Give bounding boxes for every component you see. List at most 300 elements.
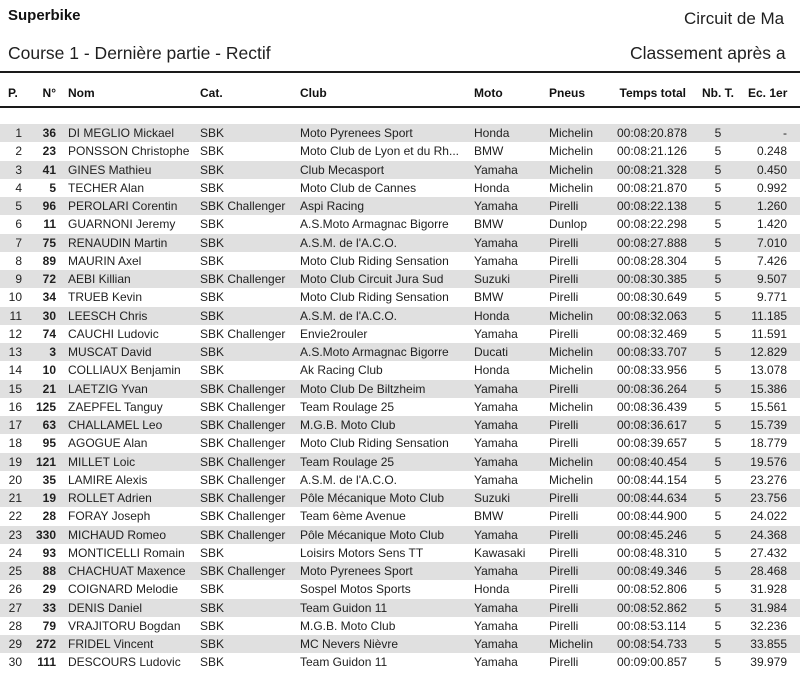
cell-gap: 39.979: [750, 655, 787, 670]
cell-pos: 29: [0, 635, 30, 653]
cell-num: 72: [30, 270, 56, 288]
cell-moto: Yamaha: [474, 635, 549, 653]
cell-name: FORAY Joseph: [68, 509, 151, 524]
cell-tyres: Pirelli: [549, 436, 579, 451]
column-header-laps: Nb. T.: [688, 71, 748, 108]
cell-time: 00:08:30.385: [617, 270, 688, 288]
cell-name: PONSSON Christophe: [68, 144, 190, 159]
column-header-pos: P.: [0, 71, 30, 108]
table-row: [0, 343, 800, 361]
cell-cat: SBK Challenger: [200, 526, 300, 544]
cell-tyres: Michelin: [549, 453, 617, 471]
cell-time: 00:08:52.862: [617, 599, 688, 617]
cell-time: 00:08:49.346: [617, 562, 688, 580]
cell-club: Moto Club De Biltzheim: [300, 380, 474, 398]
cell-pos: 7: [0, 234, 30, 252]
cell-tyres: Pirelli: [549, 416, 617, 434]
cell-pos: 26: [8, 582, 22, 597]
cell-club: Pôle Mécanique Moto Club: [300, 489, 474, 507]
cell-pos: 23: [0, 526, 30, 544]
cell-time: 00:08:45.246: [617, 526, 688, 544]
cell-moto: Honda: [474, 180, 510, 195]
cell-name: COIGNARD Melodie: [68, 582, 179, 597]
cell-pos: 19: [0, 453, 30, 471]
table-row: [0, 142, 800, 160]
cell-tyres: Pirelli: [549, 618, 579, 633]
cell-laps: 5: [714, 363, 722, 378]
table-row: [0, 489, 800, 507]
cell-cat: SBK: [200, 599, 300, 617]
cell-laps: 5: [688, 270, 748, 288]
cell-moto: Yamaha: [474, 472, 518, 487]
cell-time: 00:08:44.634: [617, 489, 688, 507]
cell-name: CHALLAMEL Leo: [56, 416, 200, 434]
cell-num: 35: [42, 472, 56, 487]
cell-club: Moto Pyrenees Sport: [300, 562, 474, 580]
table-row: [0, 234, 800, 252]
cell-num: 121: [30, 453, 56, 471]
cell-num: 41: [30, 161, 56, 179]
cell-gap: 0.248: [756, 144, 787, 159]
cell-pos: 28: [8, 618, 22, 633]
cell-num: 23: [42, 144, 56, 159]
cell-num: 10: [42, 363, 56, 378]
cell-moto: Honda: [474, 582, 510, 597]
cell-club: Pôle Mécanique Moto Club: [300, 526, 474, 544]
cell-num: 5: [49, 180, 56, 195]
cell-pos: 1: [0, 124, 30, 142]
cell-pos: 13: [0, 343, 30, 361]
cell-cat: SBK: [200, 144, 225, 159]
table-row: [0, 617, 800, 635]
cell-gap: 11.185: [748, 307, 800, 325]
cell-num: 30: [30, 307, 56, 325]
cell-gap: 12.829: [748, 343, 800, 361]
cell-cat: SBK: [200, 290, 225, 305]
cell-tyres: Pirelli: [549, 509, 579, 524]
cell-num: 79: [42, 618, 56, 633]
cell-club: Loisirs Motors Sens TT: [300, 545, 424, 560]
cell-gap: -: [748, 124, 800, 142]
cell-club: A.S.M. de l'A.C.O.: [300, 472, 397, 487]
cell-pos: 15: [0, 380, 30, 398]
cell-moto: Yamaha: [474, 234, 549, 252]
column-header-club: Club: [300, 71, 474, 108]
cell-club: A.S.Moto Armagnac Bigorre: [300, 217, 449, 232]
cell-club: M.G.B. Moto Club: [300, 416, 474, 434]
cell-club: Moto Club Riding Sensation: [300, 436, 449, 451]
cell-num: 63: [30, 416, 56, 434]
cell-tyres: Michelin: [549, 144, 594, 159]
column-header-moto: Moto: [474, 71, 549, 108]
cell-club: Club Mecasport: [300, 161, 474, 179]
table-row: [0, 471, 800, 489]
cell-cat: SBK: [200, 124, 300, 142]
cell-laps: 5: [688, 380, 748, 398]
cell-laps: 5: [714, 399, 722, 414]
cell-time: 00:08:33.707: [617, 343, 688, 361]
cell-moto: Yamaha: [474, 326, 518, 341]
cell-pos: 30: [8, 655, 22, 670]
cell-laps: 5: [714, 253, 722, 268]
cell-pos: 25: [0, 562, 30, 580]
cell-time: 00:08:36.439: [617, 399, 688, 414]
cell-moto: Yamaha: [474, 526, 549, 544]
cell-laps: 5: [714, 217, 722, 232]
cell-tyres: Pirelli: [549, 234, 617, 252]
cell-time: 00:08:40.454: [617, 453, 688, 471]
cell-tyres: Pirelli: [549, 326, 579, 341]
cell-cat: SBK Challenger: [200, 270, 300, 288]
cell-moto: Yamaha: [474, 399, 518, 414]
cell-num: 19: [30, 489, 56, 507]
cell-moto: Suzuki: [474, 489, 549, 507]
cell-gap: 9.507: [748, 270, 800, 288]
cell-pos: 14: [8, 363, 22, 378]
column-header-name: Nom: [56, 71, 200, 108]
cell-num: 89: [42, 253, 56, 268]
cell-moto: Honda: [474, 307, 549, 325]
cell-num: 29: [42, 582, 56, 597]
cell-name: ROLLET Adrien: [56, 489, 200, 507]
cell-num: 11: [43, 217, 56, 232]
cell-num: 75: [30, 234, 56, 252]
cell-gap: 15.561: [750, 399, 787, 414]
cell-cat: SBK Challenger: [200, 326, 286, 341]
cell-name: MILLET Loic: [56, 453, 200, 471]
cell-gap: 0.450: [748, 161, 800, 179]
cell-club: Team Roulage 25: [300, 453, 474, 471]
cell-gap: 31.928: [750, 582, 787, 597]
results-table: [0, 71, 800, 672]
table-row: [0, 635, 800, 653]
table-row: [0, 252, 800, 270]
cell-tyres: Michelin: [549, 363, 594, 378]
cell-laps: 5: [688, 489, 748, 507]
cell-moto: Yamaha: [474, 655, 518, 670]
cell-time: 00:09:00.857: [617, 655, 688, 670]
cell-num: 3: [30, 343, 56, 361]
cell-time: 00:08:44.154: [617, 472, 688, 487]
cell-tyres: Michelin: [549, 399, 594, 414]
table-row: [0, 544, 800, 562]
cell-time: 00:08:30.649: [617, 290, 688, 305]
cell-club: Moto Pyrenees Sport: [300, 124, 474, 142]
cell-name: DESCOURS Ludovic: [68, 655, 181, 670]
cell-club: Moto Club de Cannes: [300, 180, 417, 195]
cell-gap: 7.426: [756, 253, 787, 268]
cell-pos: 20: [8, 472, 22, 487]
cell-cat: SBK: [200, 545, 225, 560]
cell-laps: 5: [688, 635, 748, 653]
cell-tyres: Pirelli: [549, 197, 617, 215]
cell-laps: 5: [688, 343, 748, 361]
cell-moto: Yamaha: [474, 197, 549, 215]
cell-num: 93: [42, 545, 56, 560]
cell-cat: SBK: [200, 234, 300, 252]
cell-num: 95: [42, 436, 56, 451]
cell-moto: Yamaha: [474, 380, 549, 398]
cell-gap: 11.591: [751, 326, 787, 341]
cell-cat: SBK Challenger: [200, 380, 300, 398]
column-header-cat: Cat.: [200, 71, 300, 108]
column-header-time: Temps total: [617, 71, 688, 108]
table-row: [0, 599, 800, 617]
cell-moto: Yamaha: [474, 416, 549, 434]
cell-cat: SBK: [200, 217, 225, 232]
cell-name: DENIS Daniel: [56, 599, 200, 617]
cell-time: 00:08:52.806: [617, 582, 688, 597]
cell-time: 00:08:21.870: [617, 180, 688, 195]
cell-moto: Yamaha: [474, 562, 549, 580]
cell-moto: BMW: [474, 144, 504, 159]
cell-gap: 24.022: [750, 509, 787, 524]
cell-cat: SBK: [200, 363, 225, 378]
table-row: [0, 434, 800, 452]
cell-laps: 5: [688, 453, 748, 471]
cell-time: 00:08:20.878: [617, 124, 688, 142]
cell-laps: 5: [714, 326, 722, 341]
cell-club: Envie2rouler: [300, 326, 368, 341]
column-header-gap: Ec. 1er: [748, 71, 800, 108]
cell-name: TECHER Alan: [68, 180, 145, 195]
table-row: [0, 197, 800, 215]
cell-tyres: Michelin: [549, 635, 617, 653]
cell-name: AGOGUE Alan: [68, 436, 148, 451]
cell-laps: 5: [688, 526, 748, 544]
cell-pos: 3: [0, 161, 30, 179]
cell-tyres: Michelin: [549, 124, 617, 142]
cell-pos: 16: [8, 399, 22, 414]
cell-pos: 27: [0, 599, 30, 617]
cell-num: 96: [30, 197, 56, 215]
circuit-title: Circuit de Ma: [684, 9, 785, 28]
table-row: [0, 416, 800, 434]
cell-name: GINES Mathieu: [56, 161, 200, 179]
cell-time: 00:08:28.304: [617, 253, 688, 268]
cell-club: Team Guidon 11: [300, 599, 474, 617]
cell-tyres: Pirelli: [549, 599, 617, 617]
cell-cat: SBK: [200, 582, 225, 597]
header-gap-cell: [0, 108, 800, 124]
cell-club: Aspi Racing: [300, 197, 474, 215]
cell-name: RENAUDIN Martin: [56, 234, 200, 252]
cell-pos: 22: [8, 509, 22, 524]
cell-laps: 5: [688, 599, 748, 617]
cell-tyres: Michelin: [549, 307, 617, 325]
cell-pos: 11: [0, 307, 30, 325]
cell-gap: 1.260: [748, 197, 800, 215]
cell-name: COLLIAUX Benjamin: [68, 363, 181, 378]
cell-gap: 7.010: [748, 234, 800, 252]
cell-club: Moto Club Riding Sensation: [300, 290, 449, 305]
cell-gap: 9.771: [756, 290, 787, 305]
cell-cat: SBK: [200, 655, 225, 670]
table-row: [0, 526, 800, 544]
table-row: [0, 562, 800, 580]
cell-num: 88: [30, 562, 56, 580]
table-row: [0, 453, 800, 471]
cell-cat: SBK: [200, 635, 300, 653]
cell-club: A.S.M. de l'A.C.O.: [300, 307, 474, 325]
cell-gap: 23.756: [748, 489, 800, 507]
cell-pos: 4: [15, 180, 22, 195]
cell-time: 00:08:21.126: [617, 144, 688, 159]
cell-moto: Honda: [474, 363, 510, 378]
table-row: [0, 270, 800, 288]
cell-cat: SBK: [200, 180, 225, 195]
cell-num: 28: [42, 509, 56, 524]
table-row: [0, 124, 800, 142]
cell-pos: 12: [8, 326, 22, 341]
cell-pos: 24: [8, 545, 22, 560]
cell-name: LAMIRE Alexis: [68, 472, 148, 487]
cell-time: 00:08:44.900: [617, 509, 688, 524]
cell-laps: 5: [714, 180, 722, 195]
cell-cat: SBK Challenger: [200, 472, 286, 487]
cell-name: FRIDEL Vincent: [56, 635, 200, 653]
cell-moto: Suzuki: [474, 270, 549, 288]
cell-cat: SBK Challenger: [200, 197, 300, 215]
cell-moto: Yamaha: [474, 599, 549, 617]
cell-cat: SBK Challenger: [200, 399, 286, 414]
table-row: [0, 653, 800, 671]
cell-gap: 31.984: [748, 599, 800, 617]
cell-gap: 24.368: [748, 526, 800, 544]
table-row: [0, 215, 800, 233]
header-row: [0, 71, 800, 108]
cell-time: 00:08:54.733: [617, 635, 688, 653]
cell-name: LEESCH Chris: [56, 307, 200, 325]
cell-num: 33: [30, 599, 56, 617]
cell-name: MONTICELLI Romain: [68, 545, 185, 560]
cell-tyres: Michelin: [549, 180, 594, 195]
cell-pos: 5: [0, 197, 30, 215]
cell-laps: 5: [714, 509, 722, 524]
cell-laps: 5: [714, 582, 722, 597]
results-table-body: [0, 108, 800, 672]
cell-club: Ak Racing Club: [300, 363, 383, 378]
cell-moto: Yamaha: [474, 436, 518, 451]
cell-gap: 27.432: [750, 545, 787, 560]
cell-tyres: Pirelli: [549, 253, 579, 268]
cell-gap: 32.236: [750, 618, 787, 633]
cell-moto: Honda: [474, 124, 549, 142]
cell-cat: SBK Challenger: [200, 453, 300, 471]
header-gap-row: [0, 108, 800, 124]
cell-cat: SBK: [200, 253, 225, 268]
cell-name: AEBI Killian: [56, 270, 200, 288]
cell-moto: BMW: [474, 290, 504, 305]
cell-time: 00:08:22.138: [617, 197, 688, 215]
document-header: [0, 0, 800, 71]
cell-time: 00:08:33.956: [617, 363, 688, 378]
cell-moto: BMW: [474, 509, 504, 524]
cell-tyres: Pirelli: [549, 270, 617, 288]
cell-gap: 28.468: [748, 562, 800, 580]
cell-tyres: Pirelli: [549, 290, 579, 305]
cell-num: 125: [35, 399, 56, 414]
cell-name: LAETZIG Yvan: [56, 380, 200, 398]
cell-gap: 18.779: [750, 436, 787, 451]
cell-laps: 5: [714, 144, 722, 159]
cell-gap: 13.078: [750, 363, 787, 378]
table-row: [0, 288, 800, 306]
cell-club: Sospel Motos Sports: [300, 582, 411, 597]
cell-club: Team Guidon 11: [300, 655, 388, 670]
cell-club: M.G.B. Moto Club: [300, 618, 396, 633]
column-header-tyres: Pneus: [549, 71, 617, 108]
table-row: [0, 161, 800, 179]
cell-num: 34: [42, 290, 56, 305]
cell-time: 00:08:53.114: [617, 618, 687, 633]
table-row: [0, 361, 800, 379]
cell-time: 00:08:21.328: [617, 161, 688, 179]
cell-laps: 5: [688, 562, 748, 580]
cell-gap: 0.992: [756, 180, 787, 195]
cell-time: 00:08:22.298: [617, 217, 688, 232]
cell-time: 00:08:36.264: [617, 380, 688, 398]
cell-name: MICHAUD Romeo: [56, 526, 200, 544]
cell-name: DI MEGLIO Mickael: [56, 124, 200, 142]
cell-cat: SBK Challenger: [200, 416, 300, 434]
cell-cat: SBK Challenger: [200, 562, 300, 580]
cell-time: 00:08:32.469: [617, 326, 688, 341]
table-row: [0, 179, 800, 197]
category-title: Superbike: [8, 7, 81, 24]
cell-pos: 21: [0, 489, 30, 507]
cell-time: 00:08:39.657: [617, 436, 688, 451]
cell-club: Moto Club de Lyon et du Rh...: [300, 144, 459, 159]
cell-laps: 5: [714, 290, 722, 305]
cell-cat: SBK Challenger: [200, 509, 286, 524]
cell-club: A.S.Moto Armagnac Bigorre: [300, 343, 474, 361]
cell-tyres: Pirelli: [549, 545, 579, 560]
table-row: [0, 398, 800, 416]
cell-name: CHACHUAT Maxence: [56, 562, 200, 580]
cell-moto: Ducati: [474, 343, 549, 361]
cell-moto: Yamaha: [474, 161, 549, 179]
table-row: [0, 380, 800, 398]
cell-name: TRUEB Kevin: [68, 290, 143, 305]
cell-cat: SBK: [200, 618, 225, 633]
cell-laps: 5: [714, 545, 722, 560]
cell-moto: Yamaha: [474, 618, 518, 633]
cell-pos: 17: [0, 416, 30, 434]
cell-moto: Yamaha: [474, 253, 518, 268]
cell-num: 272: [30, 635, 56, 653]
cell-cat: SBK Challenger: [200, 489, 300, 507]
table-row: [0, 307, 800, 325]
cell-tyres: Pirelli: [549, 380, 617, 398]
cell-time: 00:08:48.310: [617, 545, 688, 560]
cell-name: MUSCAT David: [56, 343, 200, 361]
classification-title: Classement après a: [630, 43, 786, 63]
cell-laps: 5: [688, 416, 748, 434]
cell-name: ZAEPFEL Tanguy: [68, 399, 163, 414]
cell-time: 00:08:27.888: [617, 234, 688, 252]
cell-tyres: Pirelli: [549, 562, 617, 580]
cell-pos: 9: [0, 270, 30, 288]
cell-time: 00:08:36.617: [617, 416, 688, 434]
cell-tyres: Pirelli: [549, 489, 617, 507]
cell-gap: 19.576: [748, 453, 800, 471]
cell-name: CAUCHI Ludovic: [68, 326, 159, 341]
cell-gap: 23.276: [750, 472, 787, 487]
cell-num: 21: [30, 380, 56, 398]
cell-laps: 5: [688, 161, 748, 179]
column-header-num: N°: [30, 71, 56, 108]
